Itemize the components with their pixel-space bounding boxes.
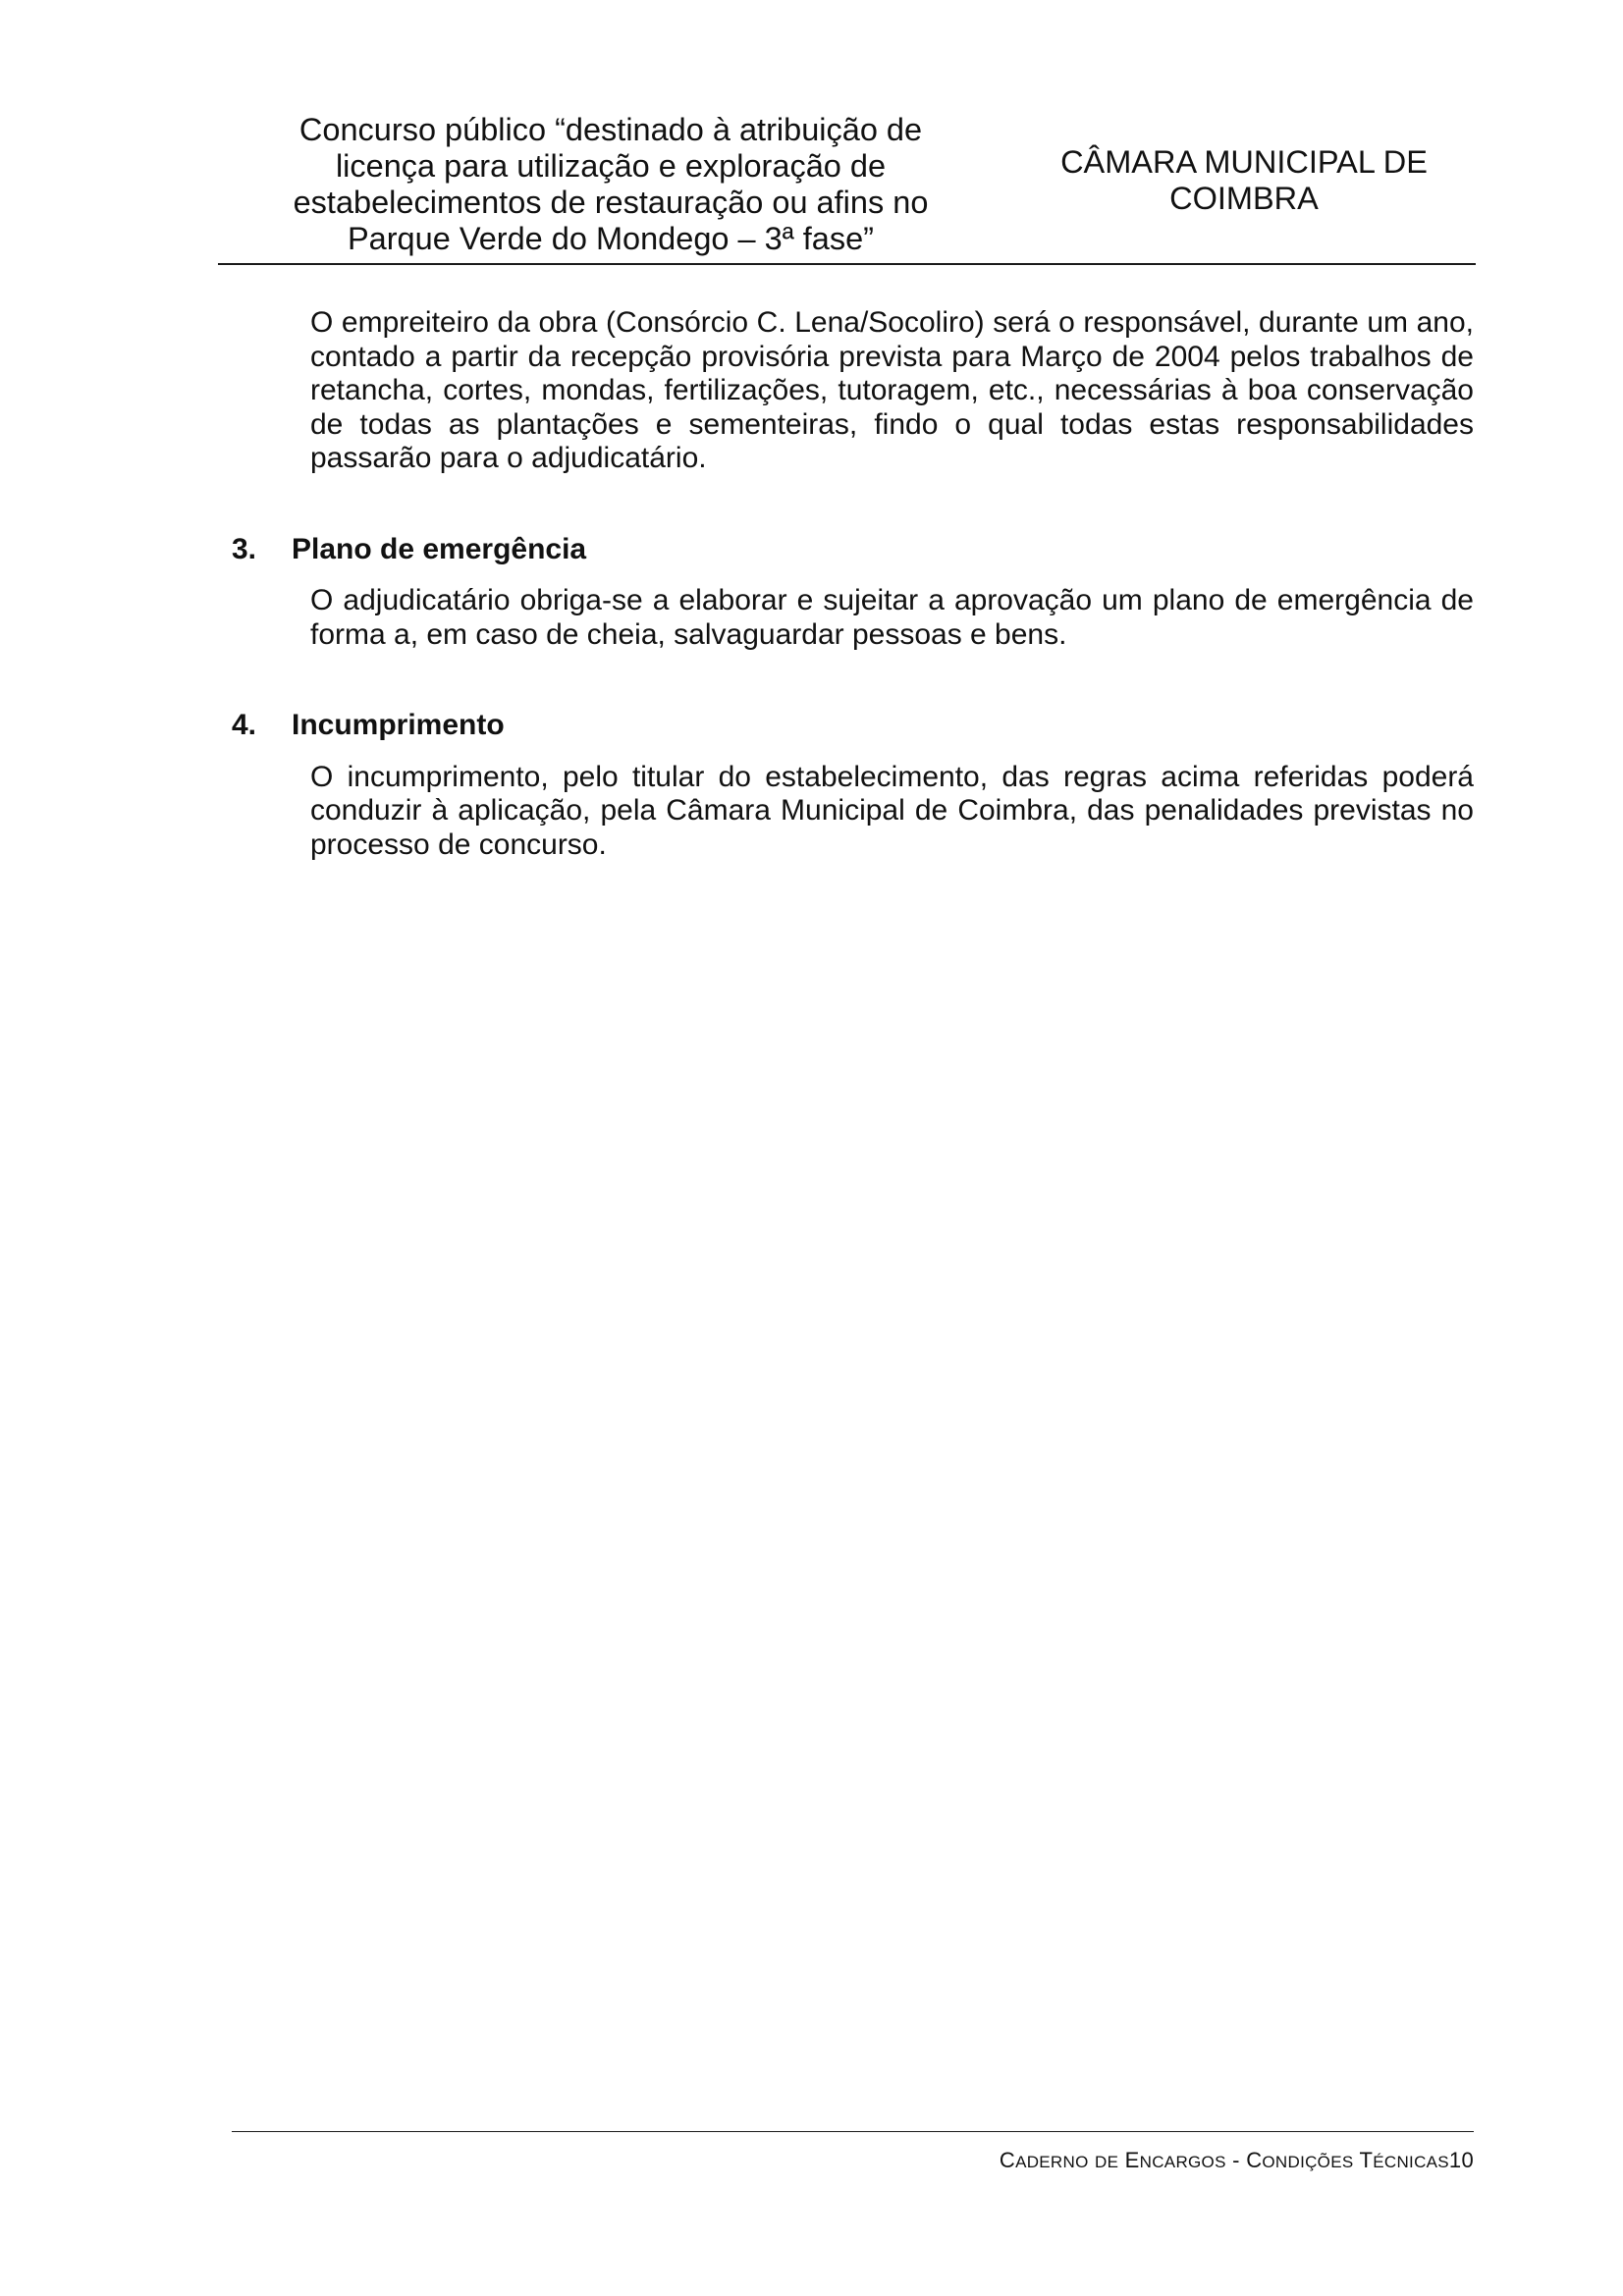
footer-word-rest: NCARGOS — [1139, 2153, 1226, 2171]
organization-name-line: CÂMARA MUNICIPAL DE — [1060, 144, 1428, 180]
contest-title — [218, 112, 1003, 257]
organization-name-line: COIMBRA — [1169, 181, 1319, 216]
page-number: 10 — [1448, 2148, 1474, 2172]
footer-word: DE — [1095, 2153, 1119, 2171]
section-body-noncompliance: O incumprimento, pelo titular do estabelecimento, das regras acima referidas poderá conduzir à aplicação, pela Câmara Municipal de Coimbra, das penalidades previstas no processo de concurso. — [310, 760, 1474, 861]
contest-title-line: Parque Verde do Mondego – 3ª fase” — [347, 221, 874, 256]
footer-document-title — [1000, 2148, 1474, 2175]
section-title: Incumprimento — [292, 709, 505, 741]
footer-word-rest: ONDIÇÕES — [1262, 2153, 1354, 2171]
section-title: Plano de emergência — [292, 532, 587, 565]
contest-title-line: Concurso público “destinado à atribuição de — [298, 112, 923, 147]
contest-title-line: licença para utilização e exploração de — [335, 148, 887, 184]
section-body-emergency-plan: O adjudicatário obriga-se a elaborar e sujeitar a aprovação um plano de emergência de forma a, em caso de cheia, salvaguardar pessoas e bens. — [310, 584, 1474, 651]
footer-word-initial: C — [1246, 2148, 1263, 2172]
footer-word-rest: ÉCNICAS — [1373, 2153, 1449, 2171]
footer-word-initial: C — [999, 2148, 1016, 2172]
footer-word-initial: E — [1124, 2148, 1140, 2172]
organization-name — [1018, 144, 1470, 217]
page-header — [218, 110, 1476, 265]
footer-separator: - — [1232, 2148, 1240, 2172]
page-footer — [232, 2131, 1474, 2172]
footer-word-rest: ADERNO — [1015, 2153, 1089, 2171]
section-number: 4. — [232, 709, 257, 741]
footer-word-initial: T — [1359, 2148, 1374, 2172]
intro-paragraph: O empreiteiro da obra (Consórcio C. Lena/Socoliro) será o responsável, durante um ano, contado a partir da recepção provisória prevista para Março de 2004 pelos trabalhos de retancha, cortes, mondas, fertilizações, tutoragem, etc., necessárias à boa conservação de todas as plantações e sementeiras, findo o qual todas estas responsabilidades passarão para o adjudicatário. — [310, 306, 1474, 474]
section-heading-noncompliance — [232, 709, 1474, 743]
section-heading-emergency-plan — [232, 533, 1474, 567]
contest-title-line: estabelecimentos de restauração ou afins no — [293, 185, 929, 220]
section-number: 3. — [232, 532, 257, 565]
document-body — [232, 306, 1474, 862]
